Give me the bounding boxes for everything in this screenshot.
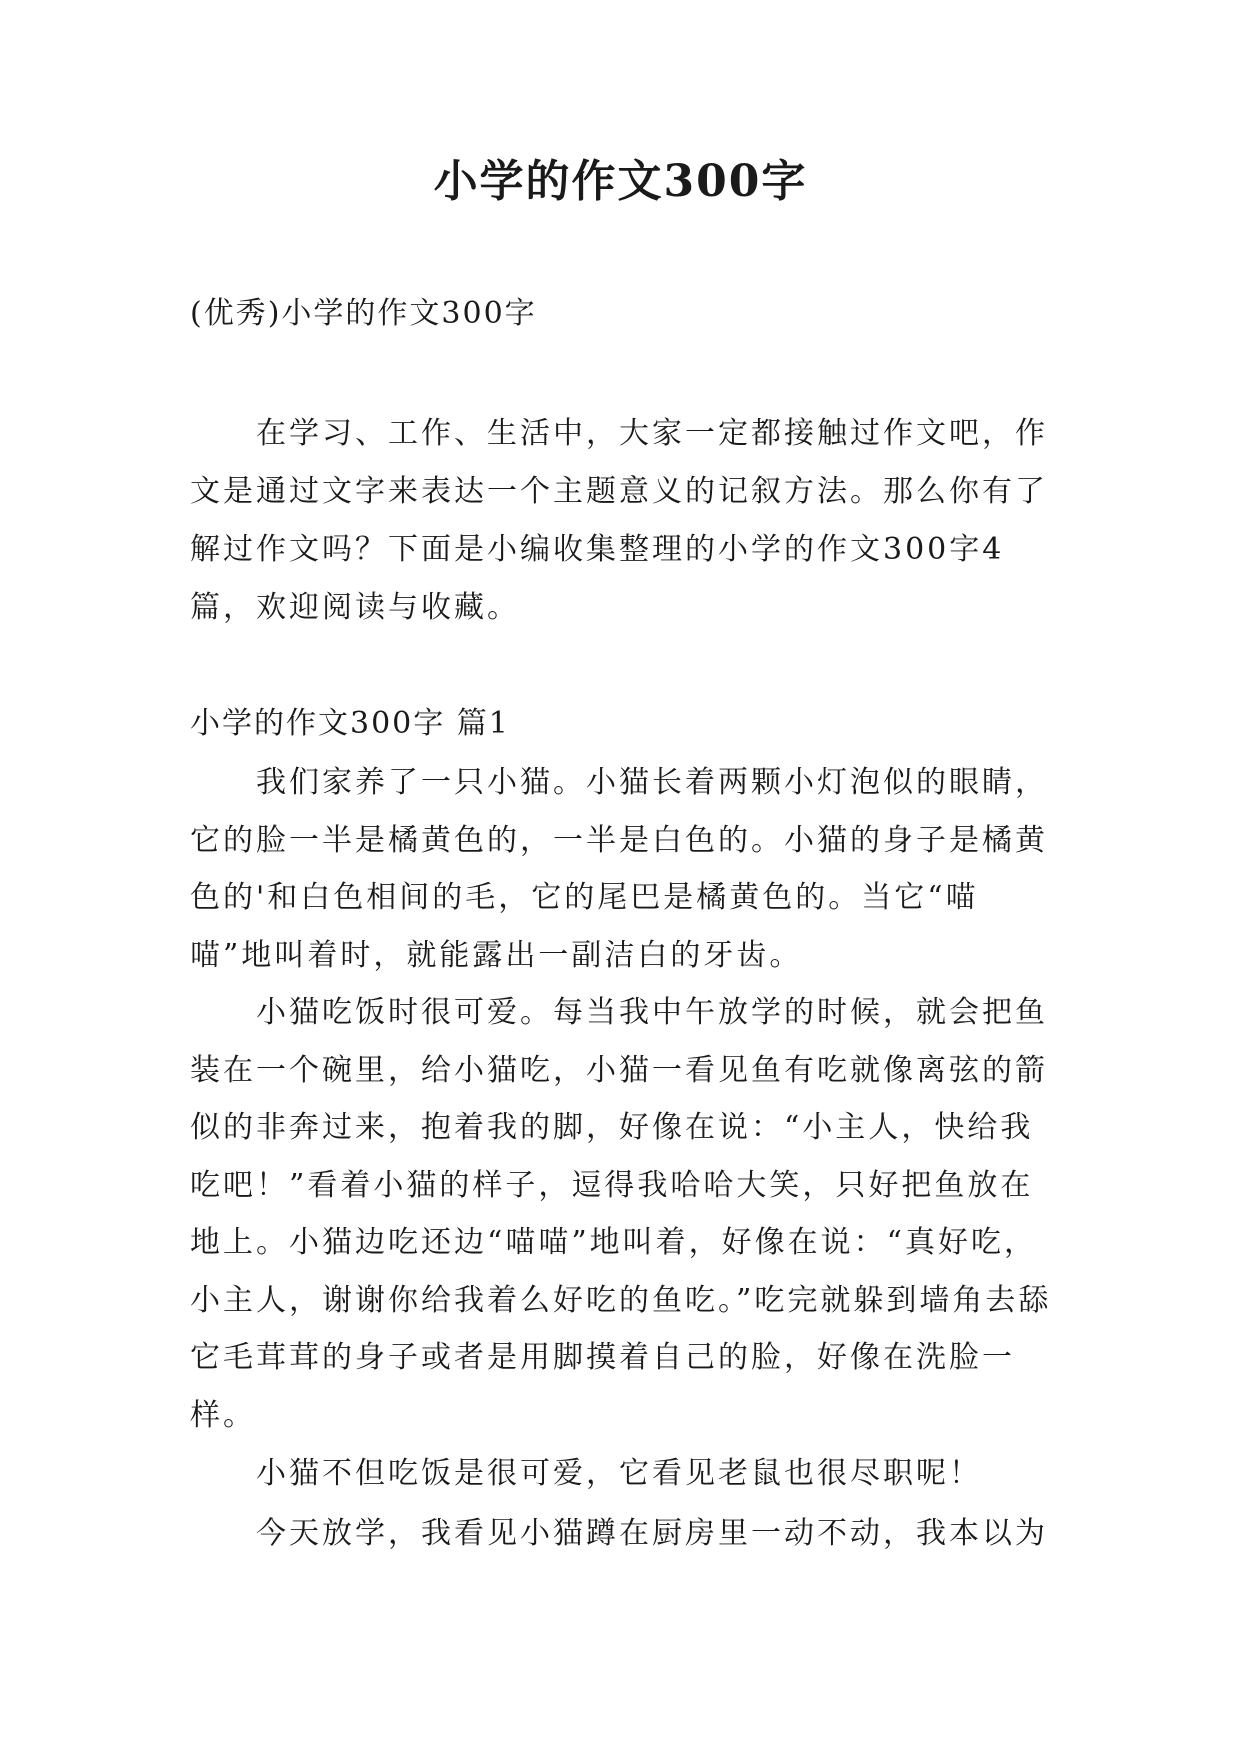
essay-paragraph: 小猫吃饭时很可爱。每当我中午放学的时候，就会把鱼装在一个碗里，给小猫吃，小猫一看见鱼有吃就像离弦的箭似的非奔过来，抱着我的脚，好像在说：“小主人，快给我吃吧！”看着小猫的样子，逗得我哈哈大笑，只好把鱼放在地上。小猫边吃还边“喵喵”地叫着，好像在说：“真好吃，小主人，谢谢你给我着么好吃的鱼吃。”吃完就躲到墙角去舔它毛茸茸的身子或者是用脚摸着自己的脸，好像在洗脸一样。: [190, 995, 1052, 1433]
document-subtitle: (优秀)小学的作文300字: [190, 296, 537, 331]
document-title: 小学的作文300字: [433, 156, 808, 207]
essay-paragraph: 我们家养了一只小猫。小猫长着两颗小灯泡似的眼睛，它的脸一半是橘黄色的，一半是白色的。小猫的身子是橘黄色的'和白色相间的毛，它的尾巴是橘黄色的。当它“喵喵”地叫着时，就能露出一副洁白的牙齿。: [190, 765, 1048, 973]
essay-paragraph: 小猫不但吃饭是很可爱，它看见老鼠也很尽职呢！: [256, 1456, 982, 1491]
essay-body: [190, 754, 1060, 1564]
essay-paragraph: 今天放学，我看见小猫蹲在厨房里一动不动，我本以为: [256, 1516, 1048, 1551]
section-heading: 小学的作文300字 篇1: [190, 706, 510, 741]
intro-paragraph: 在学习、工作、生活中，大家一定都接触过作文吧，作文是通过文字来表达一个主题意义的记叙方法。那么你有了解过作文吗？下面是小编收集整理的小学的作文300字4篇，欢迎阅读与收藏。: [190, 416, 1048, 625]
